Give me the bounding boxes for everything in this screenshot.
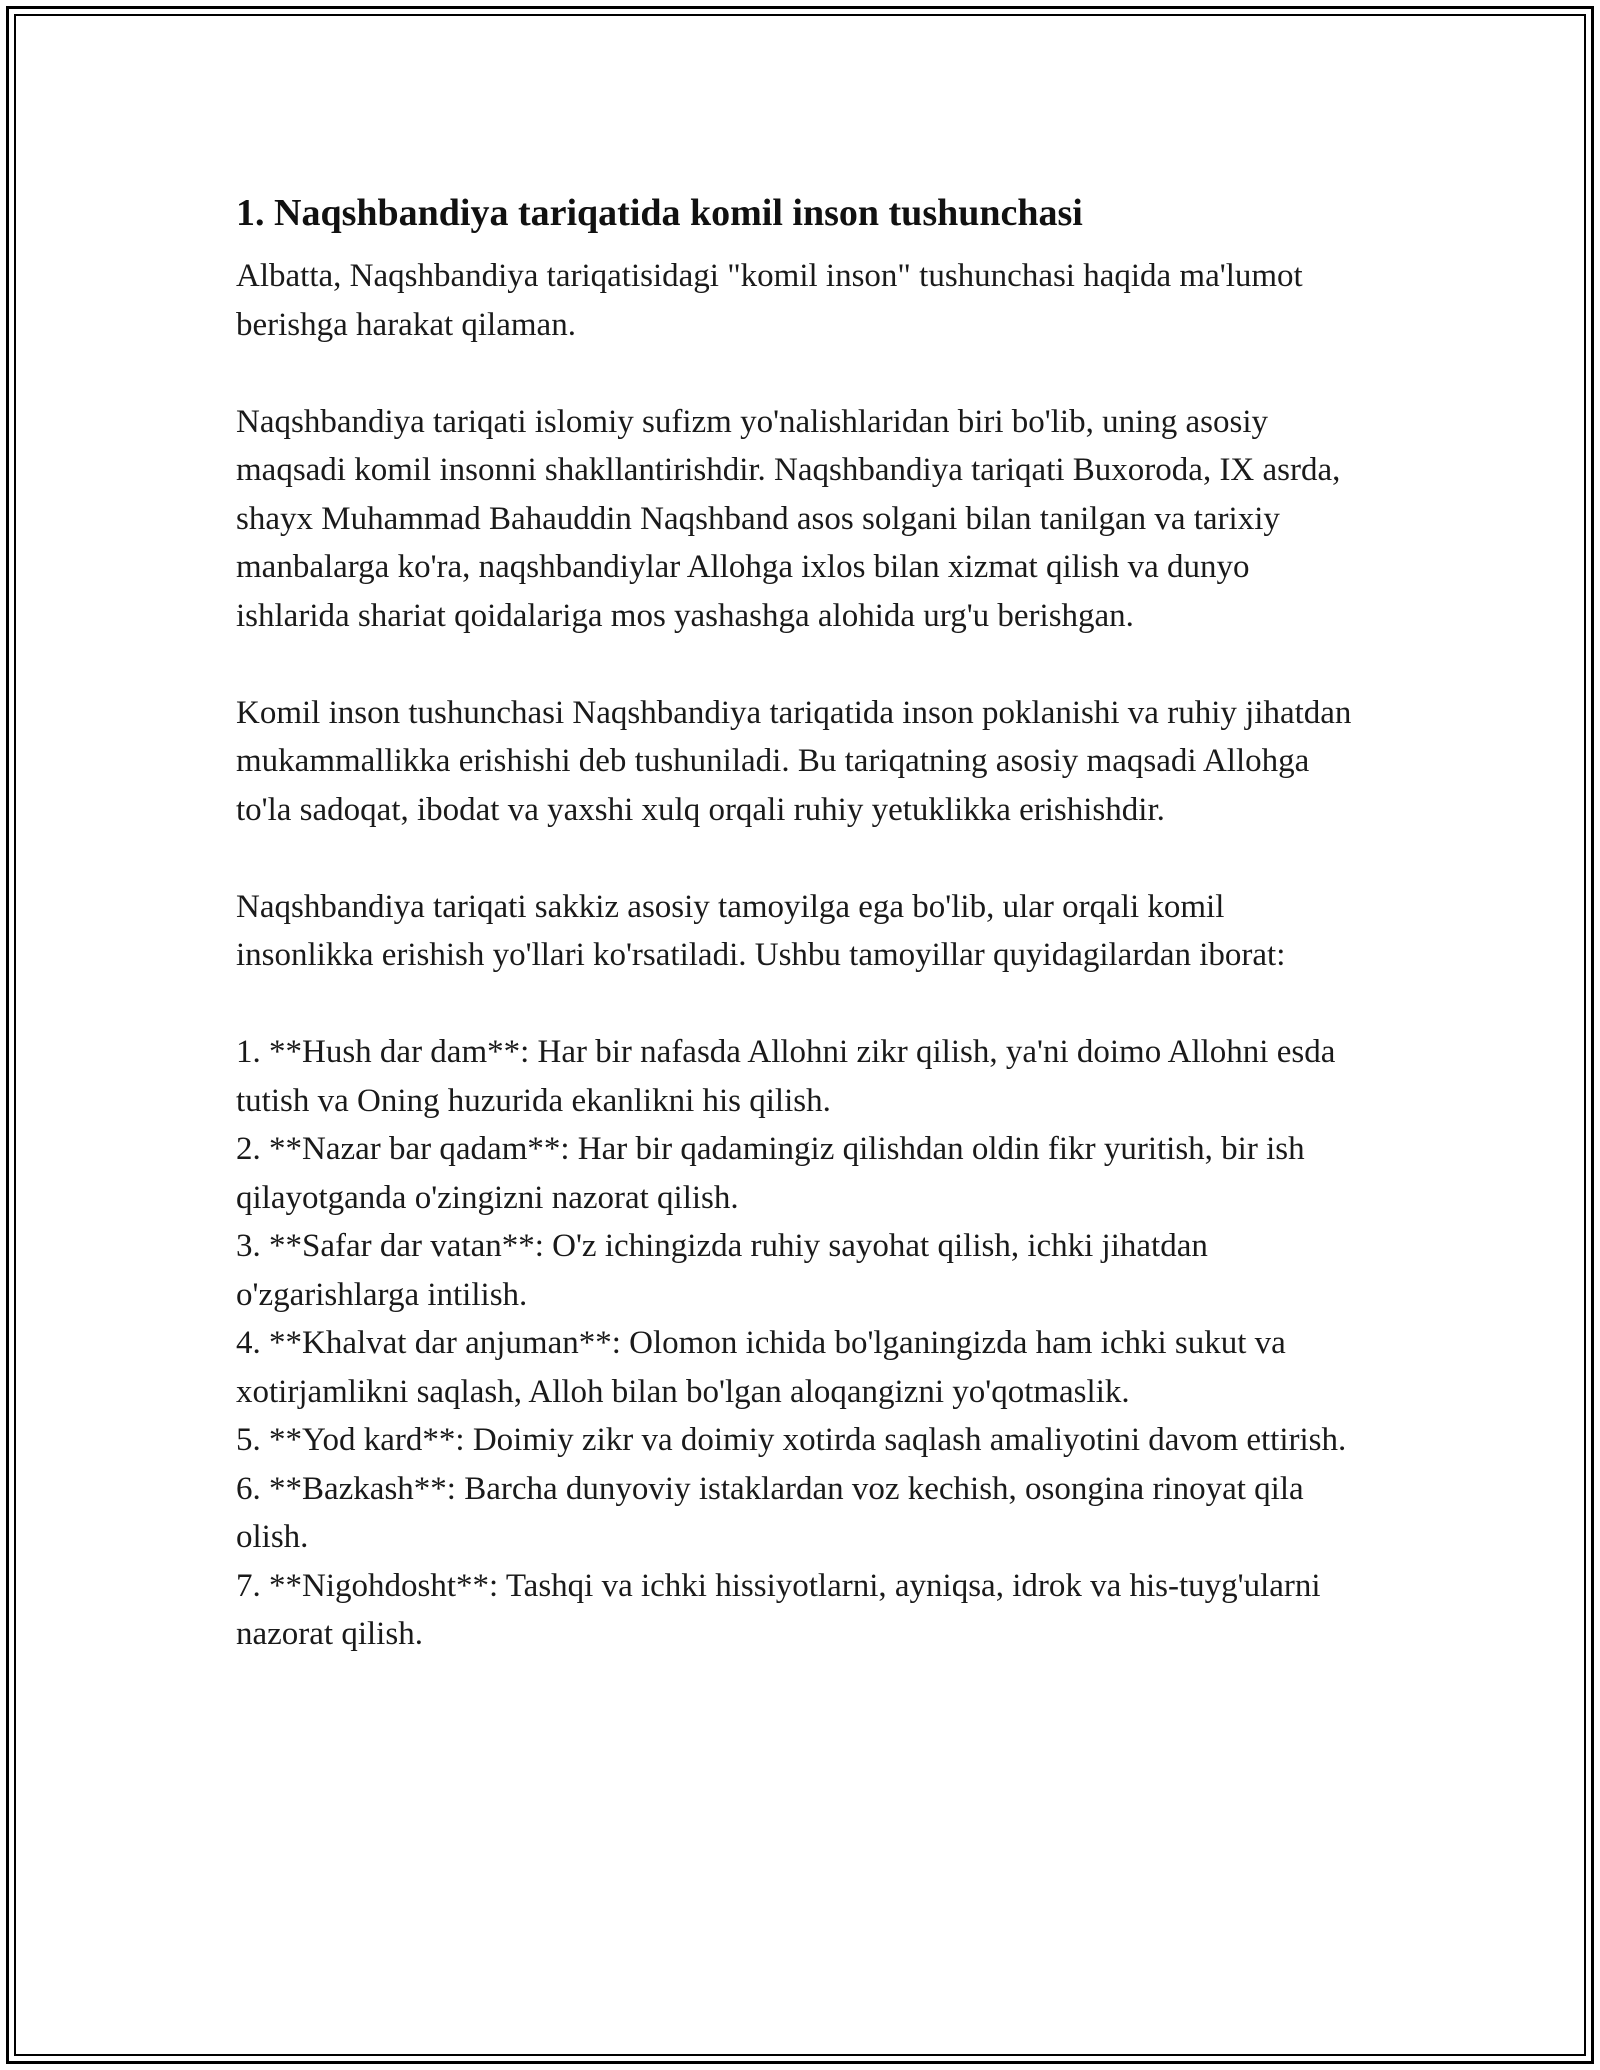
- paragraph-concept: Komil inson tushunchasi Naqshbandiya tariqatida inson poklanishi va ruhiy jihatdan mukammallikka erishishi deb tushuniladi. Bu tariqatning asosiy maqsadi Allohga to'la sadoqat, ibodat va yaxshi xulq orqali ruhiy yetuklikka erishishdir.: [236, 694, 1352, 828]
- list-item: 1. **Hush dar dam**: Har bir nafasda Allohni zikr qilish, ya'ni doimo Allohni esda tutish va Oning huzurida ekanlikni his qilish.: [236, 1034, 1336, 1119]
- list-item: 3. **Safar dar vatan**: O'z ichingizda ruhiy sayohat qilish, ichki jihatdan o'zgarishlarga intilish.: [236, 1228, 1208, 1313]
- principles-list: [236, 1028, 1366, 1659]
- document-title: 1. Naqshbandiya tariqatida komil inson tushunchasi: [236, 192, 1083, 234]
- list-item: 7. **Nigohdosht**: Tashqi va ichki hissiyotlarni, ayniqsa, idrok va his-tuyg'ularni nazorat qilish.: [236, 1567, 1321, 1652]
- list-item: 6. **Bazkash**: Barcha dunyoviy istaklardan voz kechish, osongina rinoyat qila olish.: [236, 1470, 1304, 1555]
- paragraph-history: Naqshbandiya tariqati islomiy sufizm yo'nalishlaridan biri bo'lib, uning asosiy maqsadi komil insonni shakllantirishdir. Naqshbandiya tariqati Buxoroda, IX asrda, shayx Muhammad Bahauddin Naqshband asos solgani bilan tanilgan va tarixiy manbalarga ko'ra, naqshbandiylar Allohga ixlos bilan xizmat qilish va dunyo ishlarida shariat qoidalariga mos yashashga alohida urg'u berishgan.: [236, 403, 1341, 634]
- list-item: 2. **Nazar bar qadam**: Har bir qadamingiz qilishdan oldin fikr yuritish, bir ish qilayotganda o'zingizni nazorat qilish.: [236, 1131, 1305, 1216]
- list-item: 4. **Khalvat dar anjuman**: Olomon ichida bo'lganingizda ham ichki sukut va xotirjamlikni saqlash, Alloh bilan bo'lgan aloqangizni yo'qotmaslik.: [236, 1325, 1286, 1410]
- paragraph-principles-intro: Naqshbandiya tariqati sakkiz asosiy tamoyilga ega bo'lib, ular orqali komil insonlikka erishish yo'llari ko'rsatiladi. Ushbu tamoyillar quyidagilardan iborat:: [236, 888, 1286, 973]
- list-item: 5. **Yod kard**: Doimiy zikr va doimiy xotirda saqlash amaliyotini davom ettirish.: [236, 1422, 1347, 1458]
- paragraph-intro: Albatta, Naqshbandiya tariqatisidagi "komil inson" tushunchasi haqida ma'lumot berishga harakat qilaman.: [236, 258, 1303, 343]
- document-body: [236, 188, 1366, 1659]
